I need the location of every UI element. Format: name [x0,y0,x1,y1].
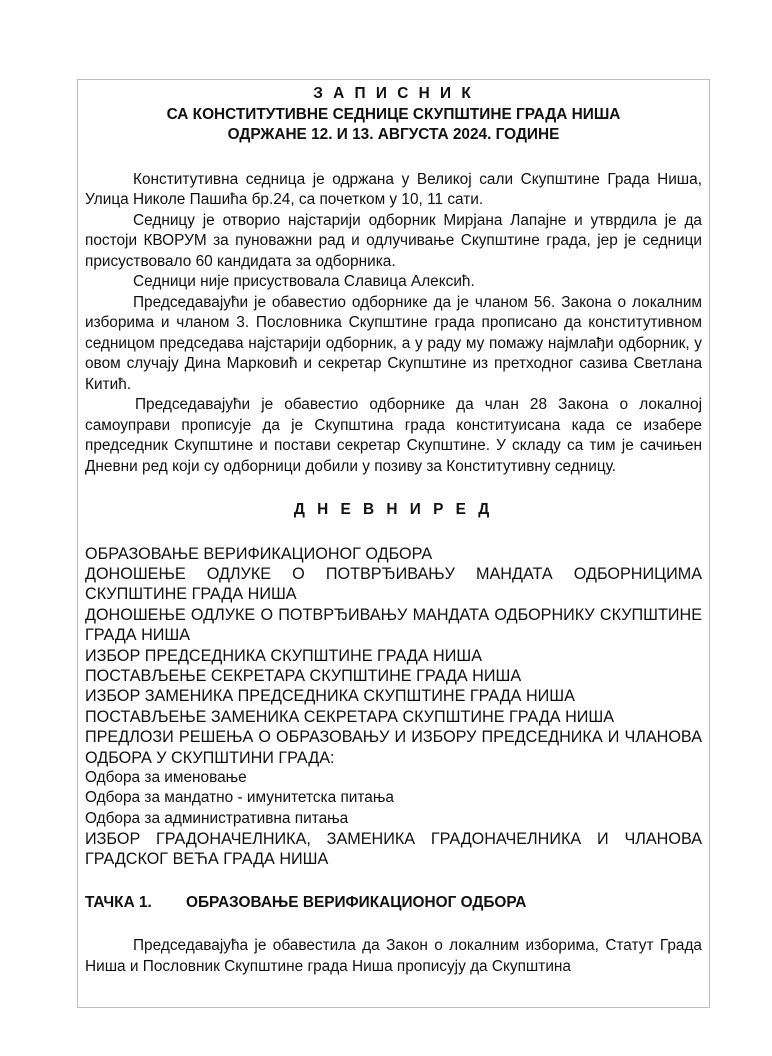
section-heading [85,893,702,914]
document-subtitle: СА КОНСТИТУТИВНЕ СЕДНИЦЕ СКУПШТИНЕ ГРАДА НИША [166,105,621,123]
agenda-title: Д Н Е В Н И Р Е Д [293,501,494,518]
intro-paragraph-2: Седницу је отворио најстарији одборник Мирјана Лапајне и утврдила је да постоји КВОРУМ за пуноважни рад и одлучивање Скупштине града, јер је седници присуствовало 60 кандидата за одборника. [85,211,702,270]
agenda-item: ПОСТАВЉЕЊЕ ЗАМЕНИКА СЕКРЕТАРА СКУПШТИНЕ ГРАДА НИША [85,707,615,726]
agenda-item: ОБРАЗОВАЊЕ ВЕРИФИКАЦИОНОГ ОДБОРА [85,544,433,563]
agenda-item: ИЗБОР ПРЕДСЕДНИКА СКУПШТИНЕ ГРАДА НИША [85,646,483,665]
intro-paragraph-5: Председавајући је обавестио одборнике да члан 28 Закона о локалној самоуправи прописује да је Скупштина града конституисана када се изабере председник Скупштине и постави секретар Скупштине. У складу са тим је сачињен Дневни ред који су одборници добили у позиву за Конститутивну седницу. [85,396,702,475]
agenda-list [85,544,702,870]
agenda-item: ПРЕДЛОЗИ РЕШЕЊА О ОБРАЗОВАЊУ И ИЗБОРУ ПРЕДСЕДНИКА И ЧЛАНОВА ОДБОРА У СКУПШТИНИ ГРАДА: [85,728,702,767]
agenda-subitem: Одбора за именовање [85,768,247,786]
intro-paragraph-1: Конститутивна седница је одржана у Великој сали Скупштине Града Ниша, Улица Николе Пашића бр.24, са почетком у 10, 11 сати. [85,170,702,208]
document-body [85,84,702,977]
intro-paragraph-4: Председавајући је обавестио одборнике да је чланом 56. Закона о локалним изборима и чланом 3. Пословника Скупштине града прописано да конститутивном седницом председава најстарији одборник, а у раду му помажу најмлађи одборник, у овом случају Дина Марковић и секретар Скупштине из претходног сазива Светлана Китић. [85,293,702,393]
section-title: ОБРАЗОВАЊЕ ВЕРИФИКАЦИОНОГ ОДБОРА [186,893,527,911]
document-title: З А П И С Н И К [313,85,474,102]
intro-paragraph-3: Седници није присуствовала Славица Алексић. [133,273,475,290]
agenda-item: ДОНОШЕЊЕ ОДЛУКЕ О ПОТВРЂИВАЊУ МАНДАТА ОДБОРНИЦИМА СКУПШТИНЕ ГРАДА НИША [85,564,702,604]
agenda-item: ИЗБОР ГРАДОНАЧЕЛНИКА, ЗАМЕНИКА ГРАДОНАЧЕЛНИКА И ЧЛАНОВА ГРАДСКОГ ВЕЋА ГРАДА НИША [85,829,702,869]
document-date-line: ОДРЖАНЕ 12. И 13. АВГУСТА 2024. ГОДИНЕ [227,126,560,143]
agenda-item: ПОСТАВЉЕЊЕ СЕКРЕТАРА СКУПШТИНЕ ГРАДА НИША [85,666,522,685]
agenda-subitem: Одбора за мандатно - имунитетска питања [85,789,394,807]
agenda-item: ДОНОШЕЊЕ ОДЛУКЕ О ПОТВРЂИВАЊУ МАНДАТА ОДБОРНИКУ СКУПШТИНЕ ГРАДА НИША [85,605,702,645]
section-number: ТАЧКА 1. [85,893,152,911]
agenda-subitem: Одбора за административна питања [85,809,349,827]
agenda-item: ИЗБОР ЗАМЕНИКА ПРЕДСЕДНИКА СКУПШТИНЕ ГРАДА НИША [85,687,575,706]
section-paragraph: Председавајућа је обавестила да Закон о локалним изборима, Статут Града Ниша и Пословник Скупштине града Ниша прописују да Скупштина [85,937,702,975]
